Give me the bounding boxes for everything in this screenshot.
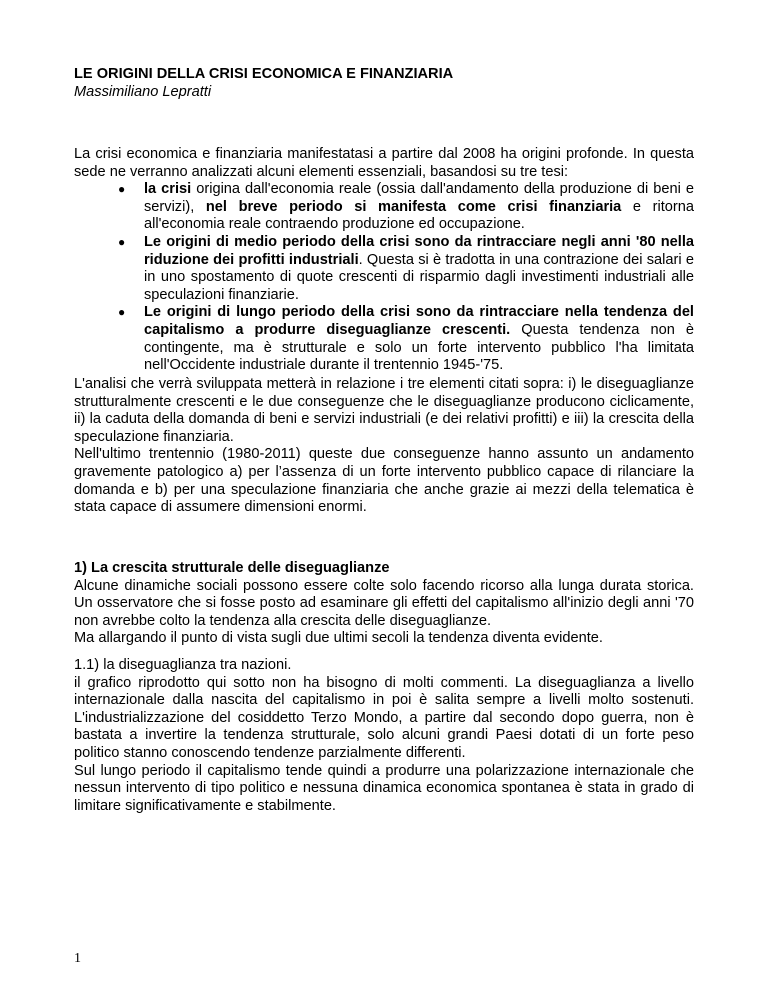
thesis-2-text-a: . Questa si è tradotta in una contrazione dei salari e in uno spostamento di quote crescenti di risparmio dagli investimenti industriali alle speculazioni finanziarie. <box>144 251 694 303</box>
bullet-icon: ● <box>118 182 126 197</box>
thesis-1-bold-b: nel breve periodo si manifesta come crisi finanziaria <box>205 198 622 215</box>
thesis-3-bold-a: Le origini di lungo periodo della crisi sono da rintracciare nella tendenza del capitalismo a produrre diseguaglianze crescenti. <box>144 304 694 338</box>
intro-section <box>74 146 694 375</box>
thesis-item-2 <box>74 234 694 304</box>
thesis-3-text-a: Questa tendenza non è contingente, ma è strutturale e solo un forte intervento pubblico l'ha limitata nell'Occidente industriale durante il trentennio 1945-'75. <box>144 321 694 374</box>
section-1 <box>74 560 694 648</box>
thesis-1-text-b: e ritorna all'economia reale contraendo produzione ed occupazione. <box>144 198 694 233</box>
analysis-paragraph-1: L'analisi che verrà sviluppata metterà in relazione i tre elementi citati sopra: i) le diseguaglianze strutturalmente crescenti e le due conseguenze che le diseguaglianze producono ciclicamente, ii) la caduta della domanda di beni e servizi industriali (e dei relativi profitti) e iii) la crescita della speculazione finanziaria. <box>74 376 694 445</box>
section-1-paragraph-1: Alcune dinamiche sociali possono essere colte solo facendo ricorso alla lunga durata storica. Un osservatore che si fosse posto ad esaminare gli effetti del capitalismo all'inizio degli anni '70 non avrebbe colto la tendenza alla crescita delle diseguaglianze. <box>74 577 694 629</box>
thesis-list <box>74 181 694 375</box>
thesis-1-bold-a: la crisi <box>144 181 192 198</box>
bullet-icon: ● <box>118 234 126 249</box>
page-number: 1 <box>74 951 81 966</box>
bullet-icon: ● <box>118 305 126 320</box>
thesis-item-1 <box>74 181 694 234</box>
document-title: LE ORIGINI DELLA CRISI ECONOMICA E FINANZIARIA <box>74 66 454 82</box>
subsection-1-1-heading: 1.1) la diseguaglianza tra nazioni. <box>74 657 292 673</box>
analysis-paragraph-2: Nell'ultimo trentennio (1980-2011) queste due conseguenze hanno assunto un andamento gravemente patologico a) per l’assenza di un forte intervento pubblico capace di rilanciare la domanda e b) per una speculazione finanziaria che anche grazie ai mezzi della telematica è stata capace di assumere dimensioni enormi. <box>74 446 694 516</box>
analysis-section <box>74 376 694 517</box>
section-1-heading: 1) La crescita strutturale delle diseguaglianze <box>74 560 390 576</box>
document-author: Massimiliano Lepratti <box>74 84 212 100</box>
thesis-item-3 <box>74 304 694 374</box>
subsection-1-1-paragraph-1: il grafico riprodotto qui sotto non ha bisogno di molti commenti. La diseguaglianza a livello internazionale dalla nascita del capitalismo in poi è salita sempre a livelli molto sostenuti. L'industrializzazione del cosiddetto Terzo Mondo, a partire dal secondo dopo guerra, non è bastata a invertire la tendenza strutturale, solo alcuni grandi Paesi dotati di un forte peso politico stanno conoscendo tendenze parzialmente differenti. <box>74 674 694 761</box>
thesis-2-bold-a: Le origini di medio periodo della crisi sono da rintracciare negli anni '80 nella riduzione dei profitti industriali <box>144 233 694 268</box>
intro-paragraph: La crisi economica e finanziaria manifestatasi a partire dal 2008 ha origini profonde. In questa sede ne verranno analizzati alcuni elementi essenziali, basandosi su tre tesi: <box>74 146 694 180</box>
subsection-1-1 <box>74 657 694 815</box>
section-1-paragraph-2: Ma allargando il punto di vista sugli due ultimi secoli la tendenza diventa evidente. <box>74 630 603 647</box>
thesis-1-text-a: origina dall'economia reale (ossia dall'andamento della produzione di beni e servizi), <box>144 181 694 215</box>
subsection-1-1-paragraph-2: Sul lungo periodo il capitalismo tende quindi a produrre una polarizzazione internazionale che nessun intervento di tipo politico e nessuna dinamica economica spontanea è stata in grado di limitare significativamente e stabilmente. <box>74 762 694 814</box>
